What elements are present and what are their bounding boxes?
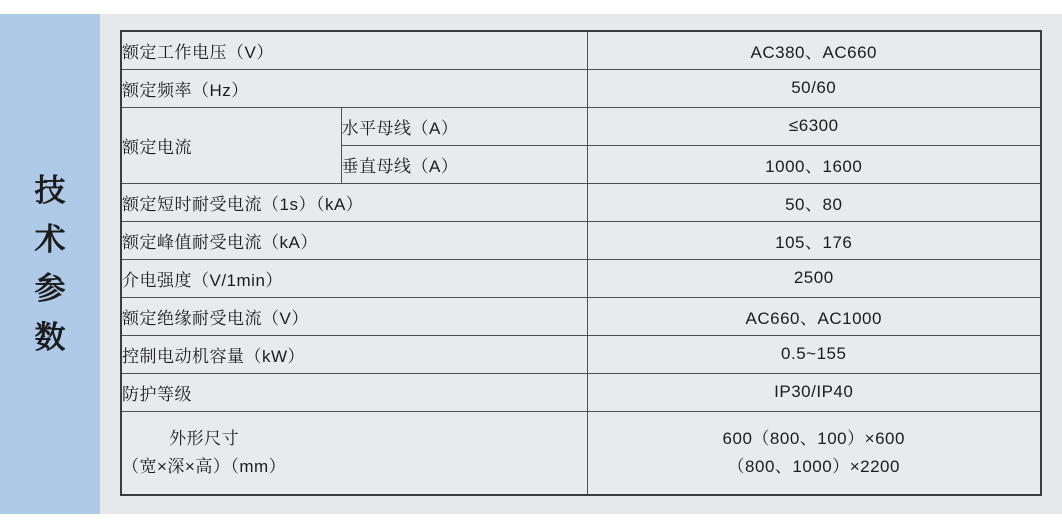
dimensions-label-line2: （宽×深×高）（mm） <box>122 456 287 476</box>
sidebar-label-char: 术 <box>34 222 66 257</box>
sidebar-label-char: 数 <box>34 320 66 355</box>
technical-parameters-table <box>120 30 1042 496</box>
sidebar-label-char: 参 <box>34 271 66 306</box>
dimensions-label <box>122 425 286 481</box>
parameter-label-cell: 额定频率（Hz） <box>121 69 587 107</box>
parameter-value-cell: 0.5~155 <box>587 335 1041 373</box>
sidebar-technical-parameters <box>0 14 100 514</box>
table-row <box>121 297 1041 335</box>
parameter-value-cell: AC380、AC660 <box>587 31 1041 69</box>
parameter-label-cell: 额定峰值耐受电流（kA） <box>121 221 587 259</box>
dimensions-value-line2: （800、1000）×2200 <box>727 456 900 476</box>
sidebar-label-char: 技 <box>34 173 66 208</box>
dimensions-value-line1: 600（800、100）×600 <box>722 428 905 448</box>
dimensions-label-line1: 外形尺寸 <box>169 428 240 448</box>
parameter-value-cell: ≤6300 <box>587 107 1041 145</box>
table-row <box>121 259 1041 297</box>
parameter-label-cell: 防护等级 <box>121 373 587 411</box>
table-row <box>121 69 1041 107</box>
table-row <box>121 373 1041 411</box>
parameter-value-cell: 50、80 <box>587 183 1041 221</box>
table-row <box>121 31 1041 69</box>
parameter-label-cell: 介电强度（V/1min） <box>121 259 587 297</box>
dimensions-value <box>588 425 1041 481</box>
parameter-value-cell: 2500 <box>587 259 1041 297</box>
parameter-value-cell: 105、176 <box>587 221 1041 259</box>
parameter-label-cell: 额定工作电压（V） <box>121 31 587 69</box>
table-row <box>121 107 1041 145</box>
parameter-sublabel-cell: 水平母线（A） <box>341 107 587 145</box>
parameter-value-cell: AC660、AC1000 <box>587 297 1041 335</box>
spec-table-container <box>120 30 1042 496</box>
parameter-group-label-cell: 额定电流 <box>121 107 341 183</box>
table-row <box>121 183 1041 221</box>
parameter-label-cell: 控制电动机容量（kW） <box>121 335 587 373</box>
dimensions-label-cell <box>121 411 587 495</box>
parameter-label-cell: 额定短时耐受电流（1s）（kA） <box>121 183 587 221</box>
table-row <box>121 335 1041 373</box>
table-row <box>121 411 1041 495</box>
parameter-sublabel-cell: 垂直母线（A） <box>341 145 587 183</box>
parameter-value-cell: 1000、1600 <box>587 145 1041 183</box>
parameter-label-cell: 额定绝缘耐受电流（V） <box>121 297 587 335</box>
parameter-value-cell: IP30/IP40 <box>587 373 1041 411</box>
parameter-value-cell: 50/60 <box>587 69 1041 107</box>
table-row <box>121 221 1041 259</box>
dimensions-value-cell <box>587 411 1041 495</box>
